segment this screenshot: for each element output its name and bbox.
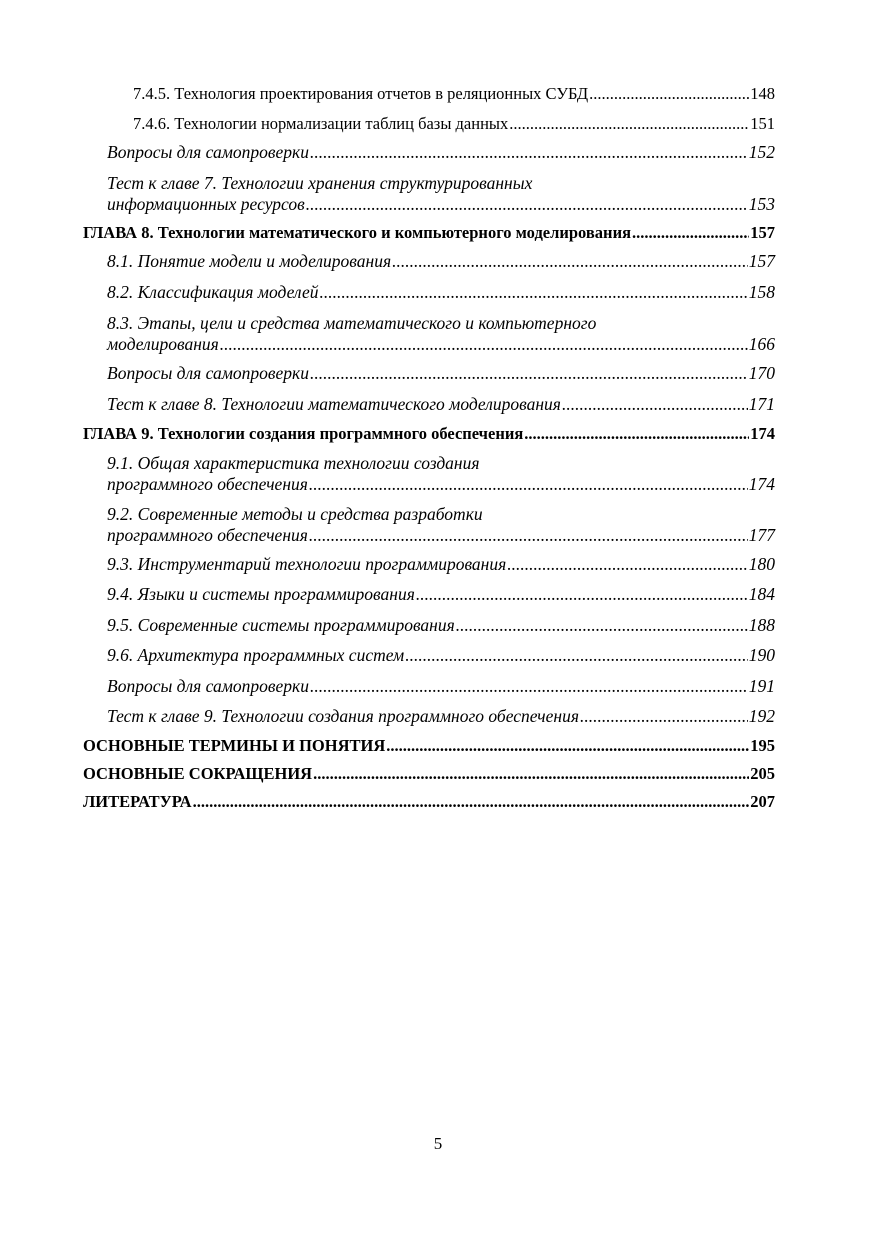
toc-entry-title: Вопросы для самопроверки bbox=[107, 675, 309, 696]
toc-leader-dots bbox=[310, 142, 748, 163]
toc-entry-title: программного обеспечения bbox=[107, 524, 308, 545]
toc-leader-dots bbox=[309, 474, 748, 495]
toc-entry-page: 152 bbox=[748, 142, 775, 162]
toc-entry[interactable] bbox=[83, 361, 775, 391]
table-of-contents bbox=[83, 82, 775, 818]
toc-entry-page: 190 bbox=[748, 645, 775, 666]
toc-leader-dots bbox=[313, 764, 749, 784]
toc-entry-title: 9.6. Архитектура программных систем bbox=[107, 645, 405, 666]
toc-entry-title: Тест к главе 9. Технологии создания программного обеспечения bbox=[107, 705, 579, 726]
toc-entry-title: ЛИТЕРАТУРА bbox=[83, 792, 192, 812]
toc-entry-title: Вопросы для самопроверки bbox=[107, 142, 309, 162]
toc-entry-page: 157 bbox=[750, 223, 775, 243]
toc-entry[interactable] bbox=[83, 140, 775, 170]
toc-entry-title-line1: 9.2. Современные методы и средства разработки bbox=[107, 503, 483, 524]
toc-entry-page: 158 bbox=[748, 281, 775, 302]
toc-chapter-entry[interactable] bbox=[83, 734, 775, 762]
toc-leader-dots bbox=[386, 736, 749, 756]
toc-entry-title: программного обеспечения bbox=[107, 473, 308, 494]
toc-entry-page: 174 bbox=[748, 473, 775, 494]
toc-entry[interactable] bbox=[83, 613, 775, 643]
toc-entry[interactable] bbox=[83, 280, 775, 310]
toc-entry[interactable] bbox=[83, 112, 775, 140]
toc-entry-page: 184 bbox=[748, 584, 775, 605]
toc-leader-dots bbox=[405, 645, 748, 666]
toc-leader-dots bbox=[310, 363, 748, 384]
toc-leader-dots bbox=[524, 424, 749, 444]
toc-entry-title: моделирования bbox=[107, 334, 219, 355]
toc-entry-title: 7.4.6. Технологии нормализации таблиц базы данных bbox=[133, 114, 509, 133]
toc-entry-page: 207 bbox=[750, 792, 775, 812]
toc-entry-page: 180 bbox=[748, 553, 775, 574]
toc-leader-dots bbox=[456, 615, 748, 636]
toc-entry[interactable] bbox=[83, 170, 775, 221]
toc-entry-title-line1: Тест к главе 7. Технологии хранения структурированных bbox=[107, 173, 533, 194]
toc-entry-title: 8.1. Понятие модели и моделирования bbox=[107, 251, 392, 272]
toc-leader-dots bbox=[509, 114, 749, 134]
toc-leader-dots bbox=[220, 334, 748, 355]
toc-entry[interactable] bbox=[83, 392, 775, 422]
toc-leader-dots bbox=[309, 525, 748, 546]
toc-chapter-entry[interactable] bbox=[83, 422, 775, 450]
toc-leader-dots bbox=[310, 676, 748, 697]
toc-entry-title: информационных ресурсов bbox=[107, 194, 305, 215]
toc-entry[interactable] bbox=[83, 643, 775, 673]
toc-entry[interactable] bbox=[83, 450, 775, 501]
toc-entry-title: Вопросы для самопроверки bbox=[107, 363, 309, 384]
toc-chapter-entry[interactable] bbox=[83, 762, 775, 790]
toc-entry-page: 174 bbox=[750, 423, 775, 443]
toc-entry-title: 9.4. Языки и системы программирования bbox=[107, 584, 415, 605]
toc-leader-dots bbox=[507, 554, 748, 575]
toc-leader-dots bbox=[562, 394, 748, 415]
toc-entry-page: 170 bbox=[748, 363, 775, 384]
toc-entry-page: 151 bbox=[750, 114, 775, 133]
toc-entry-title: 9.3. Инструментарий технологии программирования bbox=[107, 553, 507, 574]
toc-leader-dots bbox=[589, 84, 749, 104]
toc-entry-page: 205 bbox=[750, 764, 775, 784]
toc-entry[interactable] bbox=[83, 82, 775, 112]
toc-leader-dots bbox=[416, 584, 748, 605]
toc-entry-page: 191 bbox=[748, 675, 775, 696]
toc-entry-page: 148 bbox=[750, 84, 775, 103]
toc-entry[interactable] bbox=[83, 704, 775, 734]
toc-chapter-entry[interactable] bbox=[83, 790, 775, 818]
toc-entry-title-line1: 9.1. Общая характеристика технологии создания bbox=[107, 452, 480, 473]
toc-entry-page: 177 bbox=[748, 524, 775, 545]
toc-entry-title: 7.4.5. Технология проектирования отчетов в реляционных СУБД bbox=[133, 84, 589, 103]
toc-entry-page: 157 bbox=[748, 251, 775, 272]
toc-leader-dots bbox=[193, 792, 750, 812]
toc-entry-title: ГЛАВА 8. Технологии математического и компьютерного моделирования bbox=[83, 223, 631, 243]
toc-entry[interactable] bbox=[83, 249, 775, 279]
toc-entry-title: 9.5. Современные системы программирования bbox=[107, 614, 455, 635]
toc-leader-dots bbox=[392, 251, 748, 272]
toc-leader-dots bbox=[306, 194, 748, 215]
toc-entry-page: 188 bbox=[748, 614, 775, 635]
toc-entry-title: Тест к главе 8. Технологии математического моделирования bbox=[107, 393, 561, 414]
toc-entry-page: 195 bbox=[750, 736, 775, 756]
page-number: 5 bbox=[433, 1134, 443, 1153]
toc-entry[interactable] bbox=[83, 552, 775, 582]
toc-leader-dots bbox=[580, 706, 748, 727]
toc-entry[interactable] bbox=[83, 582, 775, 612]
toc-entry[interactable] bbox=[83, 501, 775, 552]
toc-entry-page: 153 bbox=[748, 194, 775, 215]
toc-entry-title: ГЛАВА 9. Технологии создания программного обеспечения bbox=[83, 423, 524, 443]
toc-entry-page: 166 bbox=[748, 334, 775, 355]
toc-entry[interactable] bbox=[83, 310, 775, 361]
toc-chapter-entry[interactable] bbox=[83, 221, 775, 249]
toc-entry-title: ОСНОВНЫЕ ТЕРМИНЫ И ПОНЯТИЯ bbox=[83, 736, 386, 756]
toc-leader-dots bbox=[319, 282, 747, 303]
toc-leader-dots bbox=[632, 223, 749, 243]
toc-entry-page: 192 bbox=[748, 705, 775, 726]
toc-entry[interactable] bbox=[83, 674, 775, 704]
toc-entry-title-line1: 8.3. Этапы, цели и средства математического и компьютерного bbox=[107, 313, 597, 334]
toc-entry-title: ОСНОВНЫЕ СОКРАЩЕНИЯ bbox=[83, 764, 313, 784]
toc-entry-title: 8.2. Классификация моделей bbox=[107, 281, 319, 302]
toc-entry-page: 171 bbox=[748, 393, 775, 414]
